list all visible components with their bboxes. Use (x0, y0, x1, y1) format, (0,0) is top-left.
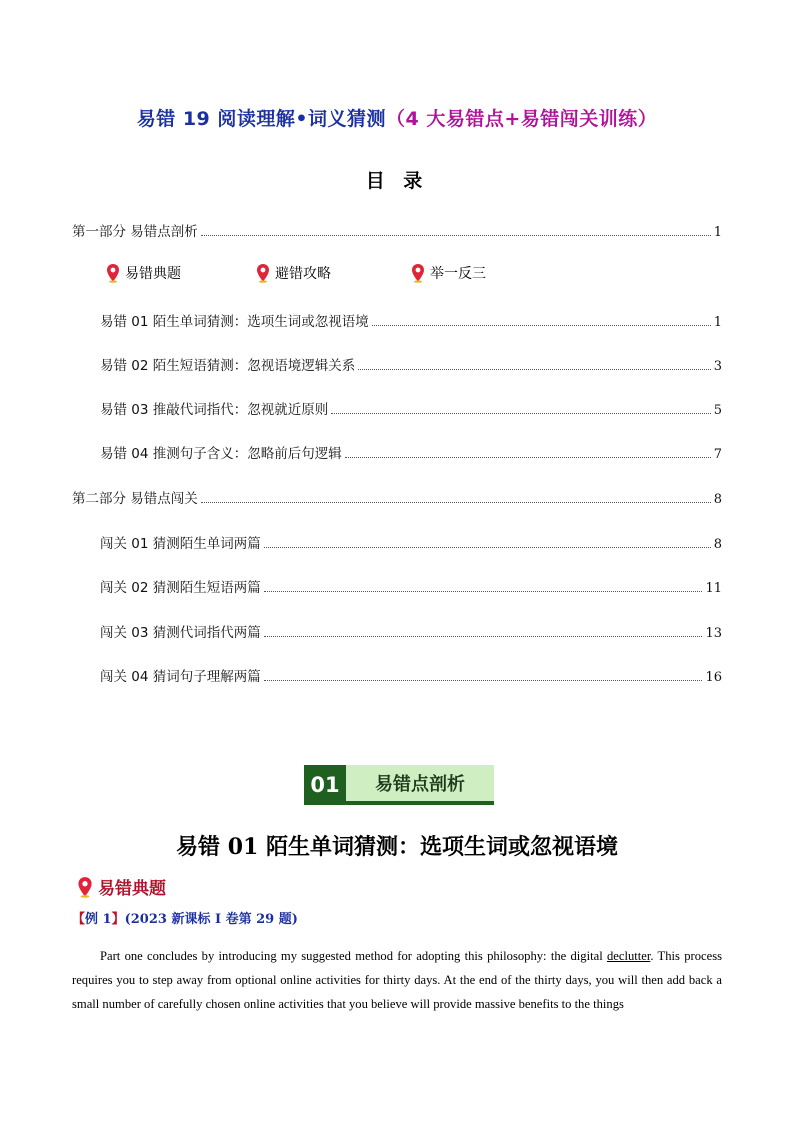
section-title: 易错 01 陌生单词猜测：选项生词或忽视语境 (176, 834, 618, 860)
toc-item[interactable] (100, 665, 722, 685)
location-pin-icon (410, 263, 426, 283)
toc-item[interactable] (100, 621, 722, 641)
toc-item-label: 易错 03 推敲代词指代：忽视就近原则 (100, 402, 329, 418)
toc-leader (201, 502, 711, 503)
toc-item[interactable] (100, 354, 722, 374)
toc-item[interactable] (100, 576, 722, 596)
passage-paragraph (72, 944, 722, 1016)
toc-item[interactable] (100, 310, 722, 330)
toc-item-page: 8 (713, 492, 722, 507)
example-bracket-close: 】 (111, 912, 125, 927)
toc-item-label: 闯关 03 猜测代词指代两篇 (100, 625, 261, 641)
toc-item-page: 8 (713, 537, 722, 552)
toc-item-page: 1 (713, 225, 722, 240)
toc-item-label: 第二部分 易错点闯关 (72, 491, 198, 507)
toc-item-page: 7 (713, 447, 722, 462)
icon-item (410, 263, 486, 283)
toc-leader (358, 369, 710, 370)
toc-item-label: 易错 04 推测句子含义：忽略前后句逻辑 (100, 446, 342, 462)
toc-item-label: 闯关 02 猜测陌生短语两篇 (100, 580, 261, 596)
toc-item[interactable] (100, 532, 722, 552)
example-label (72, 908, 298, 927)
icon-item (105, 263, 181, 283)
toc-item-label: 闯关 04 猜词句子理解两篇 (100, 669, 261, 685)
toc-leader (264, 680, 703, 681)
toc-leader (201, 235, 711, 236)
sub-heading (76, 874, 166, 899)
toc-item[interactable] (100, 442, 722, 462)
toc-leader (264, 636, 703, 637)
sub-heading-label: 易错典题 (98, 879, 166, 899)
toc-item-page: 11 (705, 581, 722, 596)
toc-leader (331, 413, 710, 414)
title-main: 易错 19 阅读理解•词义猜测 (136, 108, 387, 130)
toc-leader (264, 591, 703, 592)
icon-item-label: 举一反三 (430, 266, 486, 282)
icon-item (255, 263, 331, 283)
underlined-target-word: declutter (606, 949, 651, 963)
toc-item-page: 5 (713, 403, 722, 418)
toc-item-page: 13 (705, 626, 722, 641)
icon-item-label: 避错攻略 (275, 266, 331, 282)
example-source: (2023 新课标 I 卷第 29 题) (124, 912, 298, 927)
toc-item[interactable] (72, 487, 722, 507)
title-suffix: （4 大易错点+易错闯关训练） (386, 108, 658, 130)
toc-item-page: 1 (713, 315, 722, 330)
toc-item-page: 16 (705, 670, 722, 685)
icon-item-label: 易错典题 (125, 266, 181, 282)
example-number: 例 1 (85, 912, 112, 927)
toc-item-label: 易错 02 陌生短语猜测：忽视语境逻辑关系 (100, 358, 356, 374)
toc-item-label: 第一部分 易错点剖析 (72, 224, 198, 240)
toc-item-page: 3 (713, 359, 722, 374)
location-pin-icon (255, 263, 271, 283)
section-badge (304, 765, 494, 805)
toc-leader (264, 547, 711, 548)
example-bracket-open: 【 (72, 912, 86, 927)
toc-leader (372, 325, 711, 326)
toc-item-label: 闯关 01 猜测陌生单词两篇 (100, 536, 261, 552)
toc-item-label: 易错 01 陌生单词猜测：选项生词或忽视语境 (100, 314, 369, 330)
passage-text: Part one concludes by introducing my suggested method for adopting this philosophy: the digital (100, 949, 607, 963)
page-title (0, 104, 794, 131)
passage-text: . This process requires you to step away from optional online activities for thirty days. At the end of the thirty days, you will then add back a small number of carefully chosen online activities that you believe will provide massive benefits to the things (72, 949, 722, 1011)
section-badge-number: 01 (304, 765, 346, 805)
toc-item[interactable] (100, 398, 722, 418)
toc-icon-row (105, 263, 605, 285)
location-pin-icon (76, 876, 94, 898)
section-badge-label: 易错点剖析 (346, 765, 494, 805)
toc-heading: 目 录 (365, 170, 429, 192)
toc-leader (345, 457, 711, 458)
location-pin-icon (105, 263, 121, 283)
toc-item[interactable] (72, 220, 722, 240)
